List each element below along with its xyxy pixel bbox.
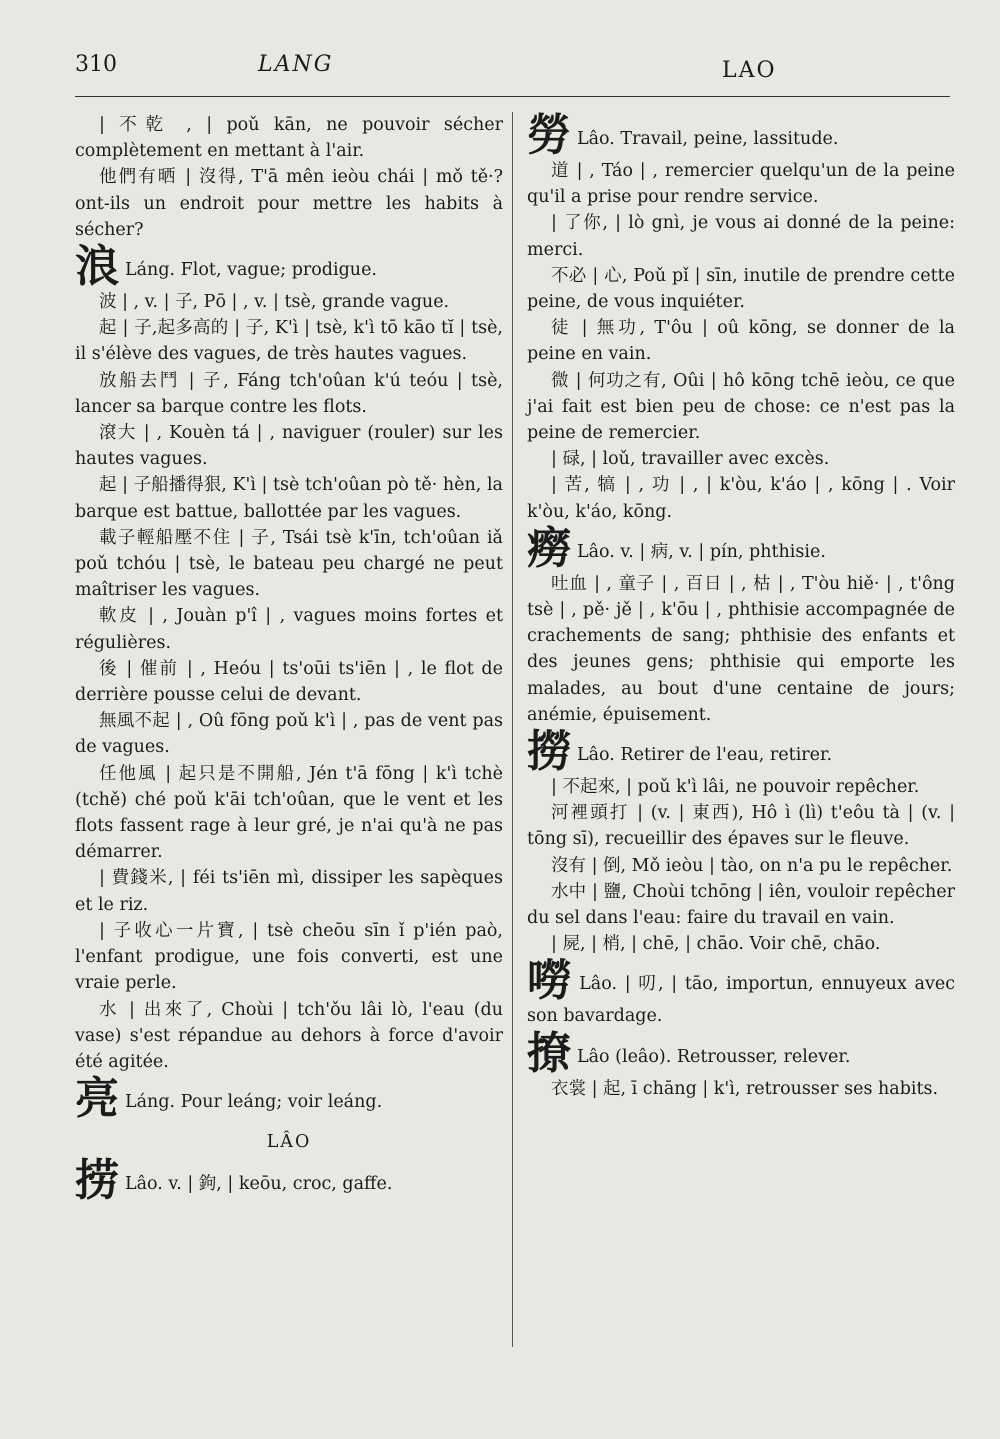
dictionary-entry bbox=[527, 1027, 955, 1079]
sub-entry: 無風不起 | , Oû fōng poǔ k'ì | , pas de vent pas de vagues. bbox=[75, 711, 503, 758]
entry-headword: 浪 bbox=[75, 241, 119, 293]
entry-definition: Lâo. v. | 鉤, | keōu, croc, gaffe. bbox=[125, 1174, 393, 1195]
sub-entry: | 不乾 , | poǔ kān, ne pouvoir sécher complètement en mettant à l'air. bbox=[75, 115, 503, 162]
dictionary-entry bbox=[527, 726, 955, 778]
entry-definition: Lâo (leâo). Retrousser, relever. bbox=[577, 1046, 851, 1067]
sub-entry: 放船去鬥 | 子, Fáng tch'oûan k'ú teóu | tsè, lancer sa barque contre les flots. bbox=[75, 370, 503, 417]
sub-entry: 軟皮 | , Jouàn p'î | , vagues moins fortes et régulières. bbox=[75, 606, 503, 653]
dictionary-entry bbox=[527, 955, 956, 1029]
running-head-right: LAO bbox=[722, 58, 777, 83]
sub-entry: 沒有 | 倒, Mǒ ieòu | tào, on n'a pu le repêcher. bbox=[551, 855, 953, 876]
dictionary-entry bbox=[527, 522, 955, 574]
sub-entry: 不必 | 心, Poǔ pǐ | sīn, inutile de prendre cette peine, de vous inquiéter. bbox=[527, 265, 955, 313]
sub-entry: 滾大 | , Kouèn tá | , naviguer (rouler) sur les hautes vagues. bbox=[75, 423, 503, 470]
sub-entry: 水中 | 鹽, Choùi tchōng | iên, vouloir repêcher du sel dans l'eau: faire du travail en vain. bbox=[527, 881, 955, 929]
entry-definition: Lâo. Retirer de l'eau, retirer. bbox=[577, 745, 833, 766]
sub-entry: | 碌, | loǔ, travailler avec excès. bbox=[551, 449, 830, 470]
dictionary-entry bbox=[75, 1155, 503, 1207]
entry-definition: Lâo. | 叨, | tāo, importun, ennuyeux avec son bavardage. bbox=[527, 974, 956, 1027]
entry-headword: 勞 bbox=[527, 110, 571, 161]
entry-definition: Lâo. v. | 病, v. | pín, phthisie. bbox=[577, 541, 826, 562]
page-number: 310 bbox=[75, 52, 117, 77]
sub-entry: 起 | 子,起多高的 | 子, K'ì | tsè, k'ì tō kāo tĭ | tsè, il s'élève des vagues, de très hautes vagues. bbox=[75, 318, 503, 365]
sub-entry: 他們有晒 | 沒得, T'ā mên ieòu chái | mǒ tě·? ont-ils un endroit pour mettre les habits à sécher? bbox=[75, 167, 503, 240]
header-rule bbox=[75, 96, 950, 97]
sub-entry: 河裡頭打 | (v. | 東西), Hô ì (lì) t'eôu tà | (v. | tōng sī), recueillir des épaves sur le fleuve. bbox=[527, 803, 955, 850]
entry-headword: 撩 bbox=[527, 1027, 571, 1079]
sub-entry: 起 | 子船播得狠, K'ì | tsè tch'oûan pò tě· hèn, la barque est battue, ballottée par les vagues. bbox=[75, 475, 503, 522]
entry-definition: Láng. Pour leáng; voir leáng. bbox=[125, 1092, 383, 1113]
sub-entry: | 費錢米, | féi ts'iēn mì, dissiper les sapèques et le riz. bbox=[75, 868, 503, 915]
entry-definition: Lâo. Travail, peine, lassitude. bbox=[577, 129, 839, 149]
sub-entry: 徒 | 無功, T'ôu | oû kōng, se donner de la peine en vain. bbox=[527, 318, 955, 365]
sub-entry: | 不起來, | poǔ k'ì lâi, ne pouvoir repêcher. bbox=[551, 777, 920, 798]
entry-headword: 亮 bbox=[75, 1073, 119, 1125]
sub-entry: | 苦, 犒 | , 功 | , | k'òu, k'áo | , kōng | . Voir k'òu, k'áo, kōng. bbox=[527, 475, 955, 522]
dictionary-entry bbox=[75, 1073, 503, 1125]
sub-entry: 吐血 | , 童子 | , 百日 | , 枯 | , T'òu hiě· | , t'ông tsè | , pě· jě | , k'ōu | , phthisie accompagnée de crachements de sang; phthisie des enfants et des jeunes gens; phthisie qui emporte les malades, au bout d'une centaine de jours; anémie, épuisement. bbox=[527, 573, 955, 725]
sub-entry: | 了你, | lò gnì, je vous ai donné de la peine: merci. bbox=[527, 213, 955, 260]
sub-entry: | 子收心一片寶, | tsè cheōu sīn ǐ p'ién paò, l'enfant prodigue, une fois converti, est une vraie perle. bbox=[75, 920, 503, 994]
entry-headword: 嘮 bbox=[527, 955, 574, 1007]
sub-entry: 水 | 出來了, Choùi | tch'ǒu lâi lò, l'eau (du vase) s'est répandue au dehors à force d'avoir été agitée. bbox=[75, 999, 503, 1072]
sub-entry: | 屍, | 梢, | chē, | chāo. Voir chē, chāo. bbox=[551, 934, 881, 955]
column-divider bbox=[512, 112, 513, 1347]
right-column bbox=[527, 112, 955, 1102]
left-column bbox=[75, 112, 503, 1207]
dictionary-entry bbox=[527, 110, 955, 161]
sub-entry: 後 | 催前 | , Heóu | ts'oūi ts'iēn | , le flot de derrière pousse celui de devant. bbox=[75, 658, 503, 706]
running-head-left: LANG bbox=[258, 52, 334, 77]
entry-headword: 癆 bbox=[527, 522, 571, 574]
entry-definition: Láng. Flot, vague; prodigue. bbox=[125, 260, 377, 281]
section-heading: LÂO bbox=[266, 1132, 312, 1153]
sub-entry: 衣裳 | 起, ī chāng | k'ì, retrousser ses habits. bbox=[551, 1078, 939, 1099]
entry-headword: 捞 bbox=[75, 1155, 119, 1207]
sub-entry: 道 | , Táo | , remercier quelqu'un de la peine qu'il a prise pour rendre service. bbox=[527, 161, 955, 208]
entry-headword: 撈 bbox=[527, 726, 571, 778]
sub-entry: 任他風 | 起只是不開船, Jén t'ā fōng | k'ì tchè (tchě) ché poǔ k'āi tch'oûan, que le vent et les flots fassent rage à leur gré, je n'ai qu'à ne pas démarrer. bbox=[75, 763, 503, 863]
dictionary-entry bbox=[75, 241, 503, 293]
sub-entry: 微 | 何功之有, Oûi | hô kōng tchē ieòu, ce que j'ai fait est bien peu de chose: ce n'est pas la peine de remercier. bbox=[527, 370, 955, 444]
sub-entry: 載子輕船壓不住 | 子, Tsái tsè k'īn, tch'oûan iǎ poǔ tchóu | tsè, le bateau peu chargé ne peut maîtriser les vagues. bbox=[75, 527, 503, 601]
sub-entry: 波 | , v. | 子, Pō | , v. | tsè, grande vague. bbox=[99, 292, 450, 313]
